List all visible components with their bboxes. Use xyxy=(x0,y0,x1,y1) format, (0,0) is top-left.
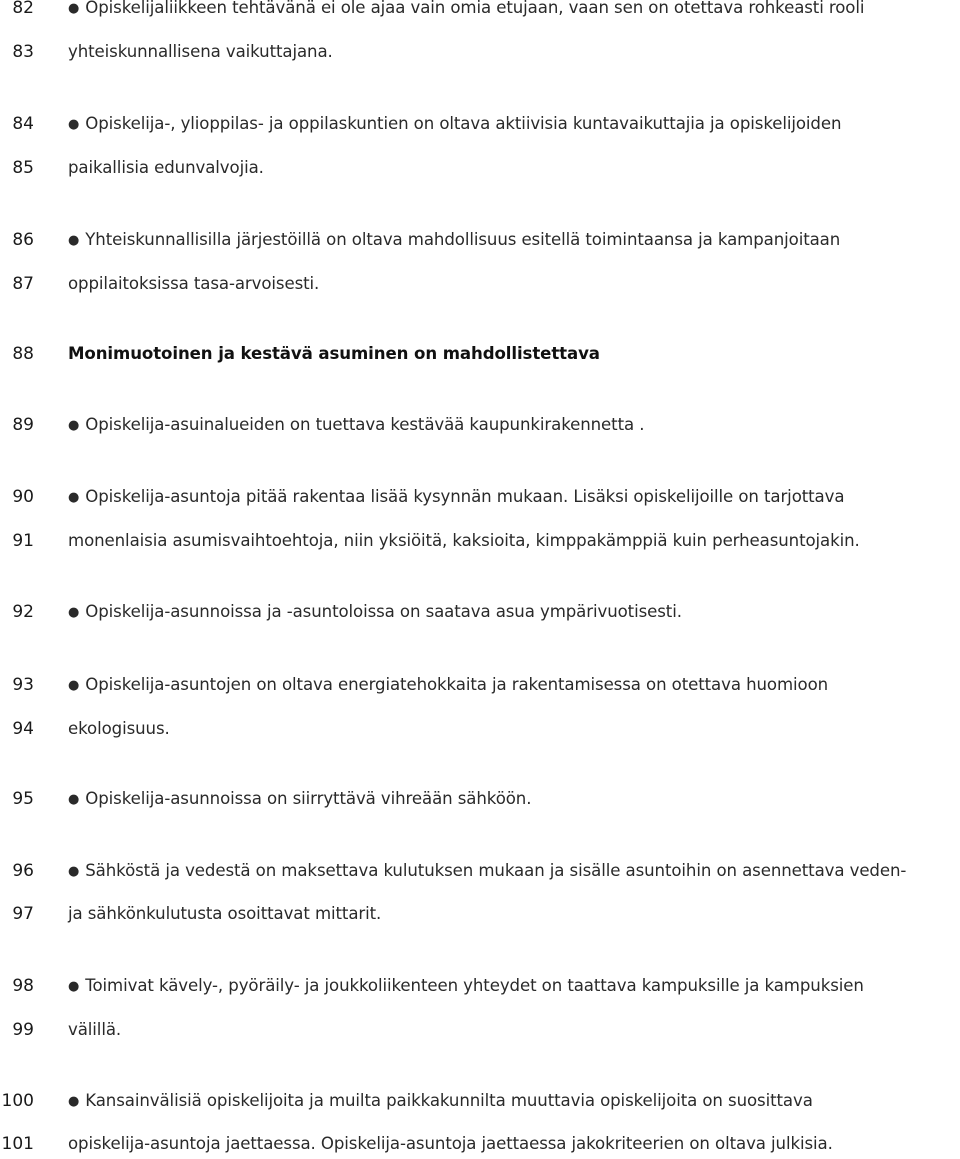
line-text: yhteiskunnallisena vaikuttajana. xyxy=(68,42,333,61)
line-text: paikallisia edunvalvojia. xyxy=(68,158,264,177)
bullet-icon: ● xyxy=(68,979,80,994)
continuation-text xyxy=(68,1129,833,1159)
bullet-icon: ● xyxy=(68,233,80,248)
section-heading xyxy=(68,339,600,369)
line-number: 87 xyxy=(12,274,34,294)
line-number: 89 xyxy=(12,415,34,435)
bullet-item-text xyxy=(68,482,844,514)
document-line xyxy=(0,1015,960,1045)
bullet-icon: ● xyxy=(68,1094,80,1109)
document-line xyxy=(0,37,960,67)
document-line xyxy=(0,153,960,183)
bullet-icon: ● xyxy=(68,678,80,693)
line-number: 91 xyxy=(12,531,34,551)
line-text: Toimivat kävely-, pyöräily- ja joukkoliikenteen yhteydet on taattava kampuksille ja kampuksien xyxy=(85,976,864,995)
line-number: 95 xyxy=(12,789,34,809)
document-line xyxy=(0,410,960,440)
line-number: 82 xyxy=(12,0,34,18)
line-text: välillä. xyxy=(68,1020,122,1039)
bullet-item-text xyxy=(68,971,864,1003)
bullet-item-text xyxy=(68,225,840,257)
line-number: 101 xyxy=(1,1134,34,1154)
bullet-item-text xyxy=(68,597,682,629)
line-text: Opiskelija-, ylioppilas- ja oppilaskuntien on oltava aktiivisia kuntavaikuttajia ja opiskelijoiden xyxy=(85,114,842,133)
document-line xyxy=(0,526,960,556)
line-number: 86 xyxy=(12,230,34,250)
document-line xyxy=(0,784,960,814)
continuation-text xyxy=(68,37,333,67)
line-text: Opiskelija-asunnoissa on siirryttävä vihreään sähköön. xyxy=(85,789,532,808)
line-text: ja sähkönkulutusta osoittavat mittarit. xyxy=(68,904,382,923)
document-line xyxy=(0,597,960,627)
line-number: 96 xyxy=(12,861,34,881)
bullet-icon: ● xyxy=(68,1,80,16)
line-text: Kansainvälisiä opiskelijoita ja muilta paikkakunnilta muuttavia opiskelijoita on suosittava xyxy=(85,1091,813,1110)
line-number: 94 xyxy=(12,719,34,739)
line-text: Sähköstä ja vedestä on maksettava kulutuksen mukaan ja sisälle asuntoihin on asennettava veden- xyxy=(85,861,907,880)
continuation-text xyxy=(68,153,264,183)
bullet-item-text xyxy=(68,0,864,25)
line-number: 88 xyxy=(12,344,34,364)
line-number: 97 xyxy=(12,904,34,924)
line-text: oppilaitoksissa tasa-arvoisesti. xyxy=(68,274,320,293)
document-line xyxy=(0,1086,960,1116)
line-number: 93 xyxy=(12,675,34,695)
line-number: 83 xyxy=(12,42,34,62)
bullet-icon: ● xyxy=(68,418,80,433)
line-text: monenlaisia asumisvaihtoehtoja, niin yksiöitä, kaksioita, kimppakämppiä kuin perheasuntojakin. xyxy=(68,531,860,550)
document-line xyxy=(0,1129,960,1159)
bullet-icon: ● xyxy=(68,792,80,807)
line-number: 98 xyxy=(12,976,34,996)
continuation-text xyxy=(68,714,170,744)
document-line xyxy=(0,339,960,369)
line-number: 92 xyxy=(12,602,34,622)
document-line xyxy=(0,482,960,512)
document-line xyxy=(0,269,960,299)
continuation-text xyxy=(68,526,860,556)
document-line xyxy=(0,109,960,139)
line-text: Opiskelija-asuinalueiden on tuettava kestävää kaupunkirakennetta . xyxy=(85,415,645,434)
continuation-text xyxy=(68,269,319,299)
continuation-text xyxy=(68,1015,121,1045)
continuation-text xyxy=(68,899,381,929)
line-text: Opiskelija-asuntoja pitää rakentaa lisää kysynnän mukaan. Lisäksi opiskelijoille on tarjottava xyxy=(85,487,845,506)
line-text: Yhteiskunnallisilla järjestöillä on oltava mahdollisuus esitellä toimintaansa ja kampanjoitaan xyxy=(85,230,841,249)
line-number: 84 xyxy=(12,114,34,134)
bullet-item-text xyxy=(68,856,906,888)
line-number: 99 xyxy=(12,1020,34,1040)
document-line xyxy=(0,0,960,23)
line-text: Opiskelijaliikkeen tehtävänä ei ole ajaa vain omia etujaan, vaan sen on otettava rohkeasti rooli xyxy=(85,0,865,17)
line-text: Opiskelija-asuntojen on oltava energiatehokkaita ja rakentamisessa on otettava huomioon xyxy=(85,675,829,694)
document-line xyxy=(0,856,960,886)
line-number: 90 xyxy=(12,487,34,507)
bullet-item-text xyxy=(68,109,841,141)
document-line xyxy=(0,971,960,1001)
bullet-item-text xyxy=(68,410,644,442)
line-text: Opiskelija-asunnoissa ja -asuntoloissa on saatava asua ympärivuotisesti. xyxy=(85,602,682,621)
bullet-icon: ● xyxy=(68,117,80,132)
bullet-icon: ● xyxy=(68,864,80,879)
document-line xyxy=(0,670,960,700)
bullet-item-text xyxy=(68,1086,813,1118)
document-line xyxy=(0,899,960,929)
bullet-icon: ● xyxy=(68,605,80,620)
bullet-item-text xyxy=(68,784,531,816)
line-text: ekologisuus. xyxy=(68,719,170,738)
line-text: opiskelija-asuntoja jaettaessa. Opiskelija-asuntoja jaettaessa jakokriteerien on oltava julkisia. xyxy=(68,1134,833,1153)
line-text: Monimuotoinen ja kestävä asuminen on mahdollistettava xyxy=(68,344,600,363)
bullet-item-text xyxy=(68,670,828,702)
document-line xyxy=(0,714,960,744)
document-line xyxy=(0,225,960,255)
line-number: 85 xyxy=(12,158,34,178)
line-number: 100 xyxy=(1,1091,34,1111)
bullet-icon: ● xyxy=(68,490,80,505)
